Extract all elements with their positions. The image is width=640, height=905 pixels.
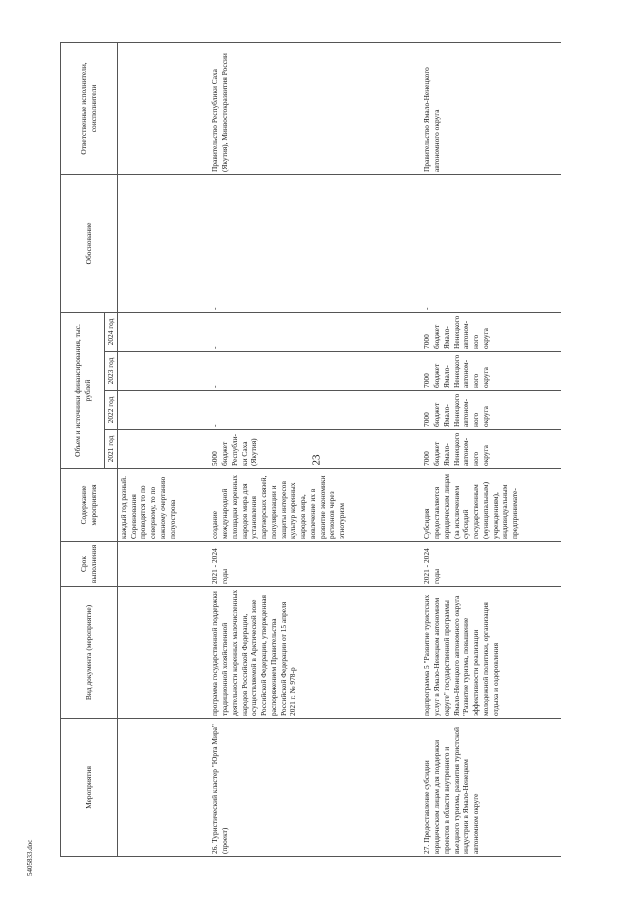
page-number: 23 (310, 454, 323, 466)
header-2024: 2024 год (105, 312, 118, 351)
header-2021: 2021 год (105, 430, 118, 469)
cell-doc: программа государственной поддержки традиционной хозяйственной деятельности коренных малочисленных народов Российской Федерации, осуществляемой в Арктической зоне Российской Федерации, утвержденная распоряжением Правительства Российской Федерации от 15 апреля 2021 г. № 978-р (209, 587, 421, 719)
cell-2021: 7000 бюджет Ямало-Ненецкого автоном-ного округа (421, 430, 561, 469)
cell-2021: 5000 бюджет Республи-ки Саха (Якутия) (209, 430, 421, 469)
cell-content: Субсидия предоставляется юридическим лицам (за исключением субсидий государственным (муниципальным) учреждениям), индивидуальным предпринимате- (421, 469, 561, 542)
cell-content: каждый год разный. Соревнования проводятся то по северному, то по южному очертанию полуострова (117, 469, 209, 542)
cell-2021 (117, 430, 209, 469)
cell-doc (117, 587, 209, 719)
header-term: Срок выполнения (61, 542, 118, 587)
cell-2024 (117, 312, 209, 351)
cell-2022 (117, 391, 209, 430)
rotated-page (60, 43, 570, 857)
cell-justification: - (421, 174, 561, 312)
table-row (421, 42, 561, 856)
header-2023: 2023 год (105, 352, 118, 391)
header-doc-type: Вид документа (мероприятие) (61, 587, 118, 719)
cell-2023: 7000 бюджет Ямало-Ненецкого автоном-ного округа (421, 352, 561, 391)
document-footer: 5405833.doc (26, 839, 34, 876)
cell-2024: 7000 бюджет Ямало-Ненецкого автоном-ного округа (421, 312, 561, 351)
cell-event: 26. Туристический кластер "Юрта Мира" (проект) (209, 719, 421, 857)
cell-2022: 7000 бюджет Ямало-Ненецкого автоном-ного округа (421, 391, 561, 430)
cell-2023 (117, 352, 209, 391)
cell-event (117, 719, 209, 857)
header-funding: Объем и источники финансирования, тыс. рублей (61, 312, 105, 468)
table-row (117, 42, 209, 856)
header-2022: 2022 год (105, 391, 118, 430)
cell-responsible (117, 42, 209, 174)
cell-term: 2021 - 2024 годы (209, 542, 421, 587)
header-responsible: Ответственные исполнители, соисполнители (61, 42, 118, 174)
cell-doc: подпрограмма 5 "Развитие туристских услуг в Ямало-Ненецком автономном округе" государственной программы Ямало-Ненецкого автономного округа "Развитие туризма, повышение эффективности реализации молодежной политики, организация отдыха и оздоровления (421, 587, 561, 719)
cell-event: 27. Предоставление субсидии юридическим лицам для поддержки проектов в области внутреннего и въездного туризма, развития туристской индустрии в Ямало-Ненецком автономном округе (421, 719, 561, 857)
cell-responsible: Правительство Ямало-Ненецкого автономного округа (421, 42, 561, 174)
header-content: Содержание мероприятия (61, 469, 118, 542)
header-event: Мероприятия (61, 719, 118, 857)
cell-2023: - (209, 352, 421, 391)
cell-content: создание международной площадки коренных народов мира для установления партнерских связей, популяризации и защиты интересов культур коренных народов мира, вовлечение их в развитие экономики регионов через этнотуризм (209, 469, 421, 542)
table-row (209, 42, 421, 856)
cell-justification (117, 174, 209, 312)
cell-2024: - (209, 312, 421, 351)
cell-justification: - (209, 174, 421, 312)
cell-term: 2021 - 2024 годы (421, 542, 561, 587)
cell-2022: - (209, 391, 421, 430)
cell-term (117, 542, 209, 587)
header-justification: Обоснование (61, 174, 118, 312)
cell-responsible: Правительство Республики Саха (Якутия), Минвостокразвития России (209, 42, 421, 174)
events-table (60, 42, 561, 857)
